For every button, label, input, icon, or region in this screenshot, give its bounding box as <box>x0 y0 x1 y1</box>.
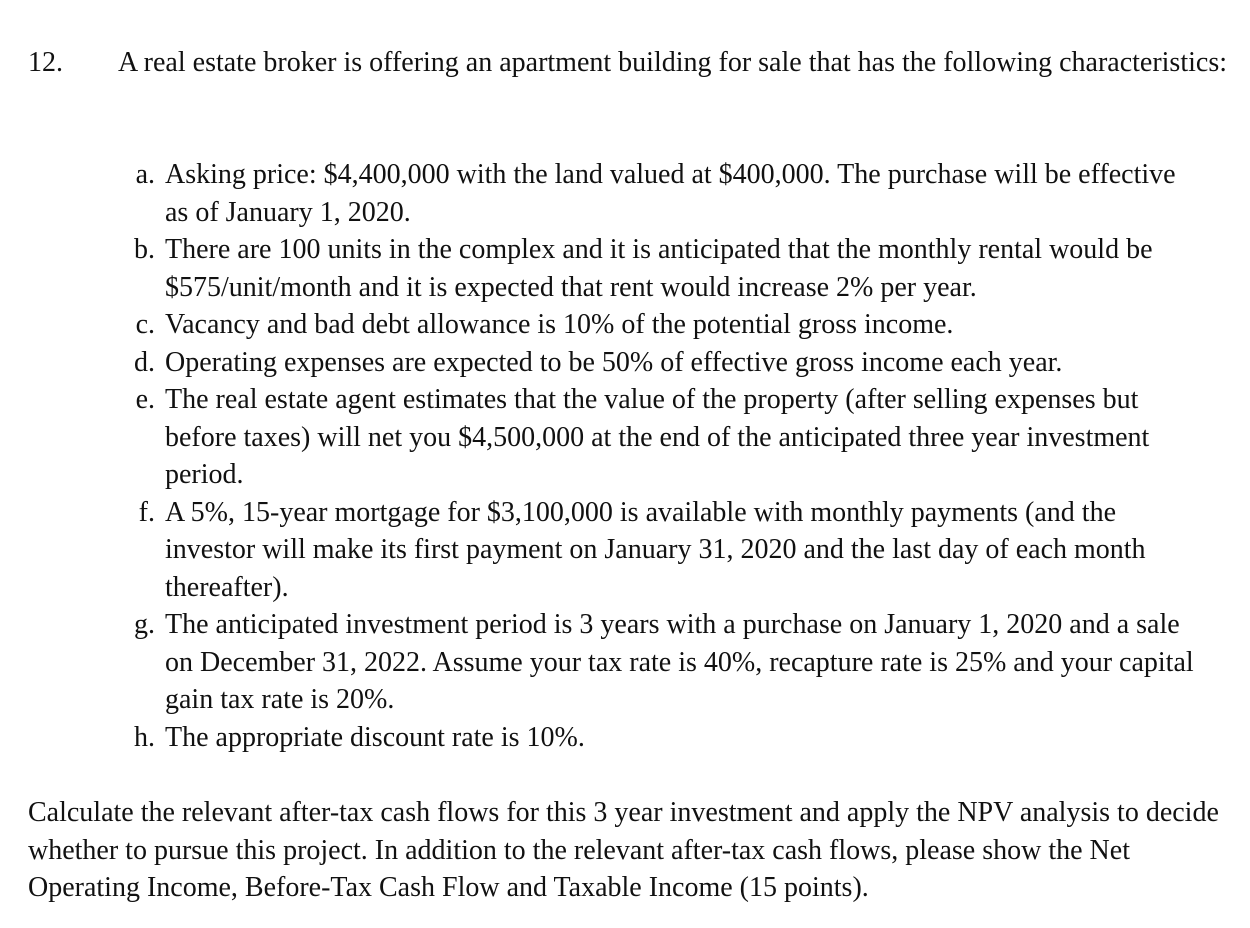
list-item <box>0 606 1205 719</box>
question-header <box>28 44 1228 82</box>
list-item <box>0 344 1205 382</box>
characteristics-list <box>0 156 1250 756</box>
list-item <box>0 719 1205 757</box>
list-item <box>0 306 1205 344</box>
item-letter: h. <box>134 721 155 753</box>
item-letter: e. <box>135 384 155 415</box>
list-item <box>0 494 1205 607</box>
item-letter: a. <box>135 159 155 190</box>
item-text: The appropriate discount rate is 10%. <box>165 721 585 753</box>
list-item <box>0 231 1205 306</box>
item-letter: g. <box>134 609 155 640</box>
item-text: Vacancy and bad debt allowance is 10% of the potential gross income. <box>165 309 954 340</box>
item-text: Asking price: $4,400,000 with the land valued at $400,000. The purchase will be effective as of January 1, 2020. <box>165 159 1176 228</box>
list-item <box>0 381 1205 494</box>
item-text: The anticipated investment period is 3 years with a purchase on January 1, 2020 and a sale on December 31, 2022. Assume your tax rate is 40%, recapture rate is 25% and your capital gain tax rate is 20%. <box>165 609 1194 715</box>
question-number: 12. <box>28 47 63 78</box>
question-intro: A real estate broker is offering an apartment building for sale that has the following characteristics: <box>118 47 1227 78</box>
item-text: There are 100 units in the complex and it is anticipated that the monthly rental would be $575/unit/month and it is expected that rent would increase 2% per year. <box>165 234 1153 303</box>
item-text: A 5%, 15-year mortgage for $3,100,000 is available with monthly payments (and the investor will make its first payment on January 31, 2020 and the last day of each month thereafter). <box>165 496 1146 603</box>
item-letter: d. <box>134 346 155 378</box>
item-text: The real estate agent estimates that the value of the property (after selling expenses but before taxes) will net you $4,500,000 at the end of the anticipated three year investment period. <box>165 384 1150 490</box>
item-letter: f. <box>138 496 155 528</box>
item-letter: b. <box>134 234 155 265</box>
list-item <box>0 156 1205 231</box>
closing-instructions: Calculate the relevant after-tax cash flows for this 3 year investment and apply the NPV analysis to decide whether to pursue this project. In addition to the relevant after-tax cash flows, please show the Net Operating Income, Before-Tax Cash Flow and Taxable Income (15 points). <box>28 797 1219 903</box>
item-text: Operating expenses are expected to be 50% of effective gross income each year. <box>165 346 1063 378</box>
item-letter: c. <box>135 309 155 340</box>
